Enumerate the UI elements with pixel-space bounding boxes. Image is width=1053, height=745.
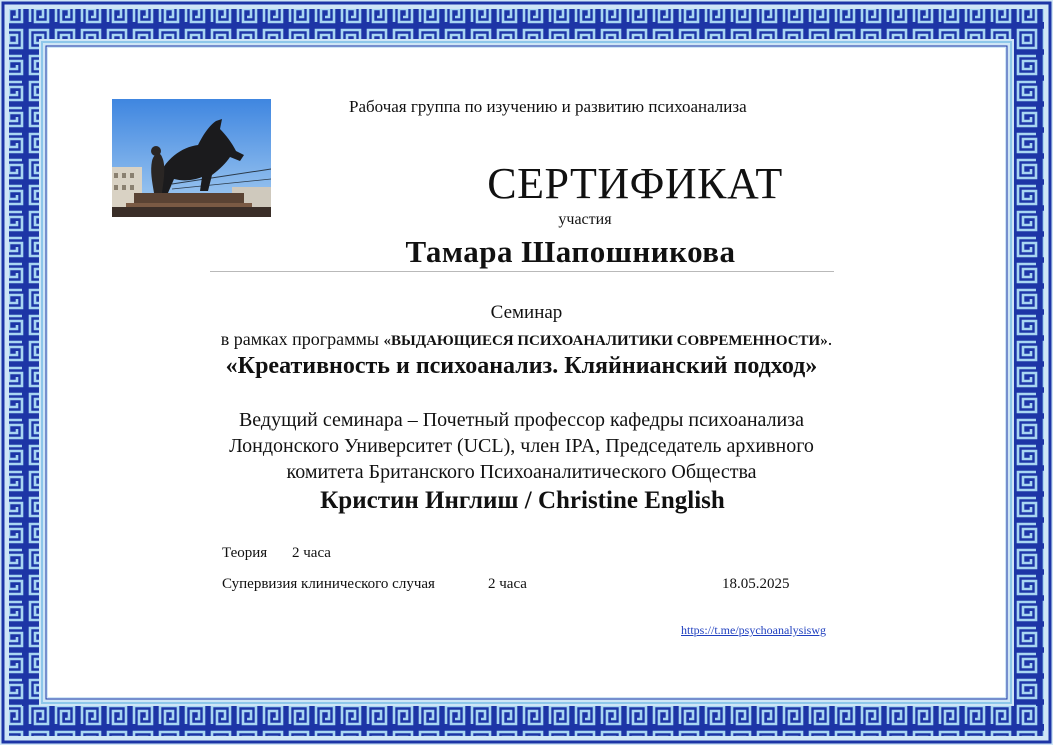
lecturer-name: Кристин Инглиш / Christine English <box>320 487 725 514</box>
seminar-topic: «Креативность и психоанализ. Кляйнианский подход» <box>225 353 818 379</box>
program-name: «ВЫДАЮЩИЕСЯ ПСИХОАНАЛИТИКИ СОВРЕМЕННОСТИ» <box>383 333 828 349</box>
certificate-title: СЕРТИФИКАТ <box>487 159 783 208</box>
recipient-name: Тамара Шапошникова <box>405 234 736 269</box>
event-type: Семинар <box>490 302 563 323</box>
host-line-3: комитета Британского Психоаналитического Общества <box>286 461 757 483</box>
certificate-subtitle: участия <box>558 211 612 228</box>
telegram-link[interactable]: https://t.me/psychoanalysiswg <box>681 623 826 637</box>
theory-label: Теория <box>222 545 268 561</box>
host-line-2: Лондонского Университет (UCL), член IPA, Председатель архивного <box>229 435 814 457</box>
theory-hours: 2 часа <box>292 545 331 561</box>
recipient-underline <box>210 271 834 272</box>
supervision-label: Супервизия клинического случая <box>222 576 435 592</box>
host-line-1: Ведущий семинара – Почетный профессор кафедры психоанализа <box>238 409 805 431</box>
organization-name: Рабочая группа по изучению и развитию психоанализа <box>349 97 747 116</box>
program-suffix: . <box>827 329 833 349</box>
certificate-date: 18.05.2025 <box>722 576 790 592</box>
program-prefix: в рамках программы <box>220 329 384 349</box>
program-line <box>0 329 1053 350</box>
supervision-hours: 2 часа <box>488 576 527 592</box>
